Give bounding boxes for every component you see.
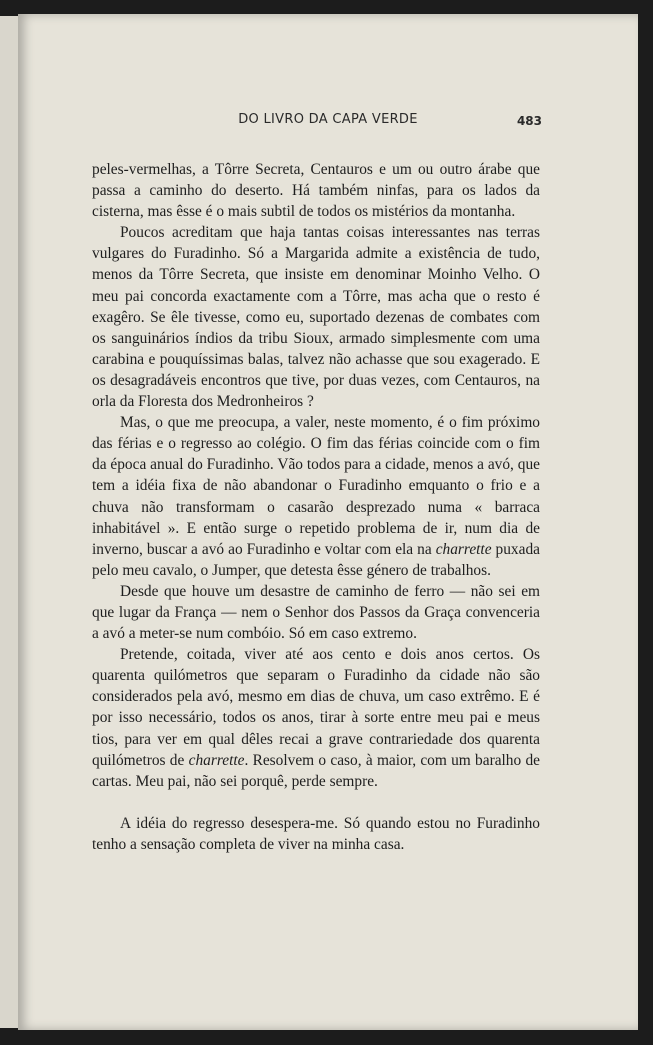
paragraph	[92, 581, 540, 644]
paragraph	[92, 412, 540, 581]
italic-text-run: charrette	[188, 751, 245, 769]
paragraph	[92, 222, 540, 412]
text-run: peles-vermelhas, a Tôrre Secreta, Centauros e um ou outro árabe que passa a caminho do deserto. Há também ninfas, para os lados da cisterna, mas êsse é o mais subtil de todos os mistérios da montanha.	[92, 161, 540, 221]
text-run: Mas, o que me preocupa, a valer, neste momento, é o fim próximo das férias e o regresso ao colégio. O fim das férias coincide com o fim da época anual do Furadinho. Vão todos para a cidade, menos a avó, que tem a idéia fixa de não abandonar o Furadinho emquanto o frio e a chuva não transformam o casarão desprezado numa « barraca inhabitável ». E então surge o repetido problema de ir, num dia de inverno, buscar a avó ao Furadinho e voltar com ela na	[92, 414, 540, 558]
italic-text-run: charrette	[435, 540, 492, 558]
text-run: Pretende, coitada, viver até aos cento e dois anos certos. Os quarenta quilómetros que separam o Furadinho da cidade não são considerados pela avó, mesmo em dias de chuva, um caso extrêmo. E é por isso necessário, todos os anos, tirar à sorte entre meu pai e meus tios, para ver em qual dêles recai a grave contrariedade dos quarenta quilómetros de	[92, 646, 540, 769]
text-run: puxada pelo meu cavalo, o Jumper, que detesta êsse género de trabalhos.	[92, 540, 540, 579]
paragraph	[92, 159, 540, 222]
paragraph	[92, 813, 540, 855]
text-run: A idéia do regresso desespera-me. Só quando estou no Furadinho tenho a sensação completa de viver na minha casa.	[92, 814, 540, 853]
book-page	[18, 14, 638, 1030]
text-run: Desde que houve um desastre de caminho de ferro — não sei em que lugar da França — nem o Senhor dos Passos da Graça convenceria a avó a meter-se num combóio. Só em caso extremo.	[92, 582, 540, 643]
running-title: DO LIVRO DA CAPA VERDE	[238, 112, 418, 127]
paragraph	[92, 644, 540, 792]
body-text	[92, 159, 540, 855]
page-number: 483	[516, 114, 542, 128]
text-run: Poucos acreditam que haja tantas coisas interessantes nas terras vulgares do Furadinho. Só a Margarida admite a existência de tudo, menos da Tôrre Secreta, que insiste em denominar Moinho Velho. O meu pai concorda exactamente com a Tôrre, mas acha que o resto é exagêro. Se êle tivesse, como eu, suportado dezenas de combates com os sanguinários índios da tribu Sioux, armado simplesmente com uma carabina e pouquíssimas balas, talvez não achasse que sou exagerado. E os desagradáveis encontros que tive, por duas vezes, com Centauros, na orla da Floresta dos Medronheiros ?	[92, 224, 540, 411]
text-run: . Resolvem o caso, à maior, com um baralho de cartas. Meu pai, não sei porquê, perde sempre.	[92, 751, 540, 790]
